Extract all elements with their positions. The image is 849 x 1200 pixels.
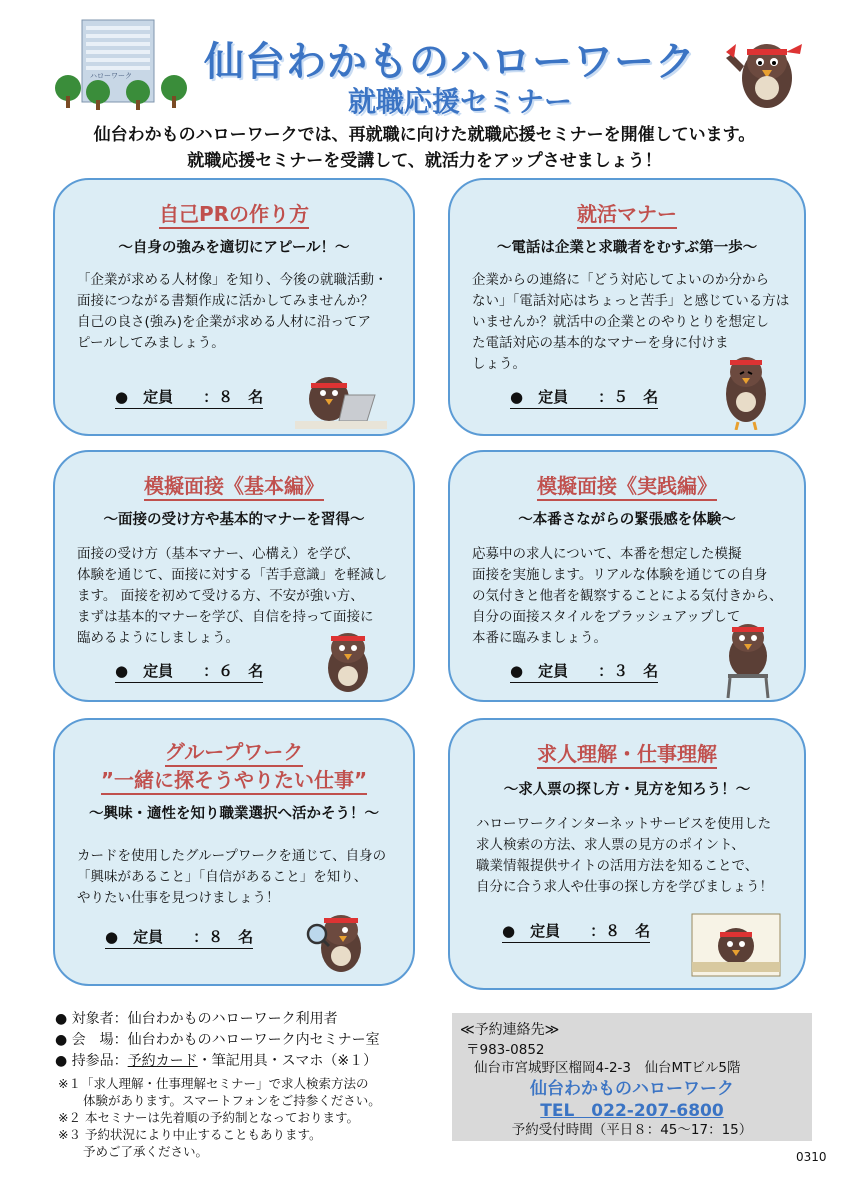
card-title: 自己PRの作り方: [55, 198, 413, 227]
mascot-magnifier-illustration: [303, 906, 379, 978]
card-body: ハローワークインターネットサービスを使用した 求人検索の方法、求人票の見方のポイント、 職業情報提供サイトの活用方法を知ることで、 自分に合う求人や仕事の探し方を学びましょう！: [476, 816, 773, 895]
mascot-bowing-illustration: [718, 344, 774, 430]
note-1-cont: 体験があります。スマートフォンをご持参ください。: [58, 1093, 381, 1108]
seminar-card-job-manners: [448, 178, 806, 436]
card-body: 面接の受け方（基本マナー、心構え）を学び、 体験を通じて、面接に対する「苦手意識」を軽減し ます。 面接を初めて受ける方、不安が強い方、 まずは基本的マナーを学び、自信を持って面接に 臨めるようにしましょう。: [77, 546, 388, 646]
contact-tel[interactable]: TEL 022-207-6800: [540, 1101, 724, 1121]
card-capacity: ● 定員 ：３ 名: [510, 660, 658, 683]
card-capacity: ● 定員 ：８ 名: [502, 920, 650, 943]
contact-org: 仙台わかものハローワーク: [530, 1079, 734, 1099]
note-3-cont: 予めご了承ください。: [58, 1144, 209, 1159]
info-venue: ● 会 場：仙台わかものハローワーク内セミナー室: [55, 1032, 380, 1048]
info-items-rest: ・筆記用具・スマホ（※１）: [197, 1053, 378, 1069]
card-title: 模擬面接《基本編》: [55, 470, 413, 499]
seminar-card-job-understanding: [448, 718, 806, 990]
card-title: 就活マナー: [450, 198, 804, 227]
contact-heading: ≪予約連絡先≫: [460, 1022, 560, 1038]
card-body: 企業からの連絡に「どう対応してよいのか分から ない」「電話対応はちょっと苦手」と感じている方は いませんか？就活中の企業とのやりとりを想定し た電話対応の基本的なマナーを身に付けま しょう。: [472, 272, 790, 372]
card-subtitle: ～興味・適性を知り職業選択へ活かそう！～: [89, 806, 379, 822]
info-items: [55, 1051, 377, 1072]
contact-box: [452, 1013, 812, 1141]
card-title: 求人理解・仕事理解: [450, 738, 804, 767]
intro-line-2: 就職応援セミナーを受講して、就活力をアップさせましょう！: [187, 151, 662, 171]
seminar-card-mock-interview-basic: [53, 450, 415, 702]
page-title: 仙台わかものハローワーク: [204, 39, 696, 85]
mascot-laptop-illustration: [295, 365, 387, 431]
mascot-counter-illustration: [688, 912, 784, 982]
card-body: カードを使用したグループワークを通じて、自身の 「興味があること」「自信があること」を知り、 やりたい仕事を見つけましょう！: [77, 848, 387, 906]
page-code: 0310: [796, 1150, 827, 1164]
card-subtitle: ～求人票の探し方・見方を知ろう！～: [503, 782, 751, 798]
info-items-prefix: ● 持参品：: [55, 1053, 128, 1069]
building-sign: ハローワーク: [90, 72, 132, 80]
card-body: 「企業が求める人材像」を知り、今後の就職活動・ 面接につながる書類作成に活かしてみませんか？ 自己の良さ(強み)を企業が求める人材に沿ってア ピールしてみましょう。: [77, 272, 388, 351]
mascot-cheering-illustration: [722, 22, 812, 114]
note-1: ※１「求人理解・仕事理解セミナー」で求人検索方法の: [58, 1076, 369, 1091]
seminar-card-group-work: [53, 718, 415, 986]
page-subtitle: 就職応援セミナー: [347, 85, 572, 118]
card-body: 応募中の求人について、本番を想定した模擬 面接を実施します。リアルな体験を通じての自身 の気付きと他者を観察することによる気付きから、 自分の面接スタイルをブラッシュアップして 本番に臨みましょう。: [472, 546, 783, 646]
building-illustration: [50, 18, 195, 113]
info-target: ● 対象者：仙台わかものハローワーク利用者: [55, 1011, 338, 1027]
seminar-card-mock-interview-practice: [448, 450, 806, 702]
card-subtitle: ～本番さながらの緊張感を体験～: [518, 512, 736, 528]
card-capacity: ● 定員 ：８ 名: [105, 926, 253, 949]
seminar-card-self-pr: [53, 178, 415, 436]
card-capacity: ● 定員 ：６ 名: [115, 660, 263, 683]
card-title: 模擬面接《実践編》: [450, 470, 804, 499]
mascot-standing-illustration: [317, 624, 379, 696]
card-capacity: ● 定員 ：５ 名: [510, 386, 658, 409]
card-title-line-2: ”一緒に探そうやりたい仕事”: [55, 764, 413, 793]
card-subtitle: ～自身の強みを適切にアピール！～: [118, 240, 350, 256]
card-capacity: ● 定員 ：８ 名: [115, 386, 263, 409]
mascot-seated-chair-illustration: [716, 618, 780, 700]
contact-address: 仙台市宮城野区榴岡4-2-3 仙台MTビル5階: [474, 1060, 741, 1076]
info-items-card: 予約カード: [127, 1053, 198, 1069]
intro-line-1: 仙台わかものハローワークでは、再就職に向けた就職応援セミナーを開催しています。: [93, 125, 756, 145]
card-subtitle: ～電話は企業と求職者をむすぶ第一歩～: [496, 240, 758, 256]
note-3: ※３ 予約状況により中止することもあります。: [58, 1127, 322, 1142]
card-subtitle: ～面接の受け方や基本的マナーを習得～: [103, 512, 365, 528]
contact-hours: 予約受付時間（平日８：45～17：15）: [511, 1122, 753, 1138]
note-2: ※２ 本セミナーは先着順の予約制となっております。: [58, 1110, 359, 1125]
contact-postal: 〒983-0852: [466, 1042, 545, 1058]
card-title: グループワーク: [55, 736, 413, 765]
